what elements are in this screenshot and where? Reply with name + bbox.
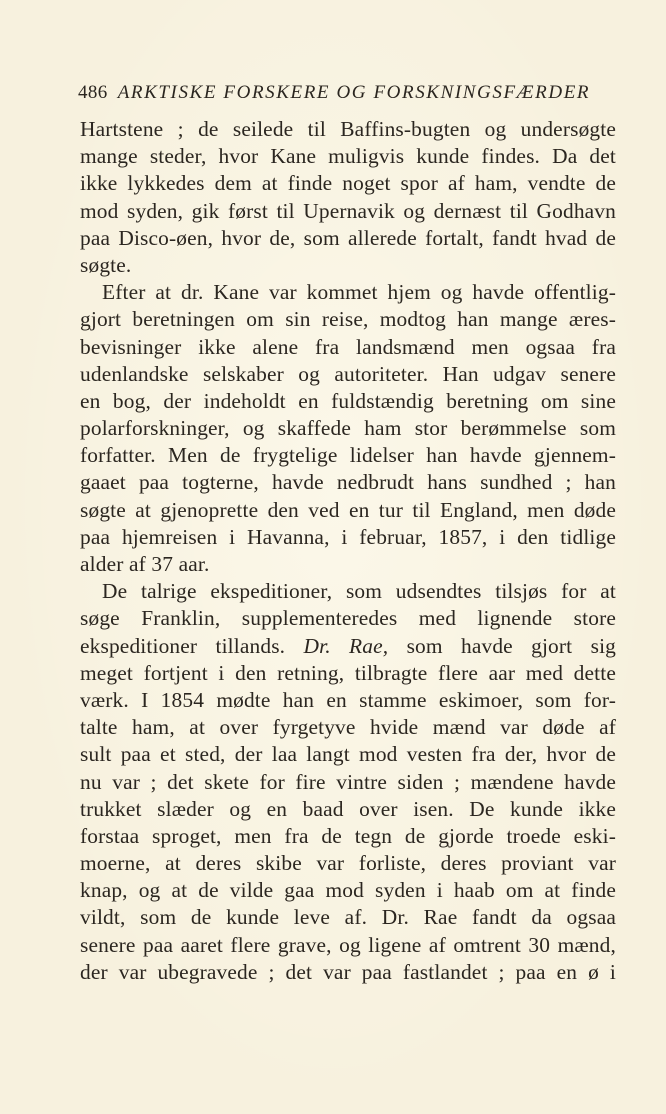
- text-line: søgte.: [80, 252, 132, 277]
- text-line: De talrige ekspeditioner, som udsendtes tilsjøs for at: [102, 579, 616, 604]
- text-line: paa hjemreisen i Havanna, i februar, 1857, i den tidlige: [80, 524, 616, 549]
- text-line: nu var ; det skete for fire vintre siden ; mændene havde: [80, 769, 616, 794]
- text-line: søgte at gjenoprette den ved en tur til England, men døde: [80, 497, 616, 522]
- text-line: knap, og at de vilde gaa mod syden i haab om at finde: [80, 878, 616, 903]
- text-line: senere paa aaret flere grave, og ligene af omtrent 30 mænd,: [80, 932, 616, 957]
- text-line: en bog, der indeholdt en fuldstændig beretning om sine: [80, 388, 616, 413]
- text-line: Efter at dr. Kane var kommet hjem og havde offentlig-: [102, 280, 616, 305]
- text-line: meget fortjent i den retning, tilbragte flere aar med dette: [80, 660, 616, 685]
- text-line: forstaa sproget, men fra de tegn de gjorde troede eski-: [80, 823, 616, 848]
- text-line: bevisninger ikke alene fra landsmænd men ogsaa fra: [80, 334, 616, 359]
- text-line: værk. I 1854 mødte han en stamme eskimoer, som for-: [80, 687, 616, 712]
- text-line: paa Disco-øen, hvor de, som allerede fortalt, fandt hvad de: [80, 225, 616, 250]
- text-line: mange steder, hvor Kane muligvis kunde findes. Da det: [80, 144, 616, 169]
- text-line: mod syden, gik først til Upernavik og dernæst til Godhavn: [80, 198, 616, 223]
- page-number: 486: [78, 82, 108, 103]
- text-line: søge Franklin, supplementeredes med lignende store: [80, 606, 616, 631]
- text-line: trukket slæder og en baad over isen. De kunde ikke: [80, 796, 616, 821]
- text-line: udenlandske selskaber og autoriteter. Han udgav senere: [80, 361, 616, 386]
- text-line: polarforskninger, og skaffede ham stor berømmelse som: [80, 416, 616, 441]
- text-line: sult paa et sted, der laa langt mod vesten fra der, hvor de: [80, 742, 616, 767]
- text-line: gjort beretningen om sin reise, modtog han mange æres-: [80, 307, 616, 332]
- body-text: [80, 116, 616, 986]
- text-line: der var ubegravede ; det var paa fastlandet ; paa en ø i: [80, 959, 616, 984]
- text-line: gaaet paa togterne, havde nedbrudt hans sundhed ; han: [80, 470, 616, 495]
- text-line: forfatter. Men de frygtelige lidelser han havde gjennem-: [80, 443, 616, 468]
- italic-name: Dr. Rae,: [303, 633, 389, 658]
- text-line: vildt, som de kunde leve af. Dr. Rae fandt da ogsaa: [80, 905, 616, 930]
- running-title: ARKTISKE FORSKERE OG FORSKNINGSFÆRDER: [117, 82, 591, 103]
- page-header: [78, 82, 618, 110]
- text-fragment: som havde gjort sig: [406, 633, 617, 658]
- text-line: ikke lykkedes dem at finde noget spor af ham, vendte de: [80, 171, 616, 196]
- text-line: moerne, at deres skibe var forliste, deres proviant var: [80, 851, 616, 876]
- text-line: alder af 37 aar.: [80, 552, 210, 576]
- text-fragment: ekspeditioner tillands.: [80, 633, 286, 658]
- text-line-mixed: [80, 633, 616, 660]
- text-line: talte ham, at over fyrgetyve hvide mænd var døde af: [80, 715, 616, 740]
- text-line: Hartstene ; de seilede til Baffins-bugten og undersøgte: [80, 117, 616, 141]
